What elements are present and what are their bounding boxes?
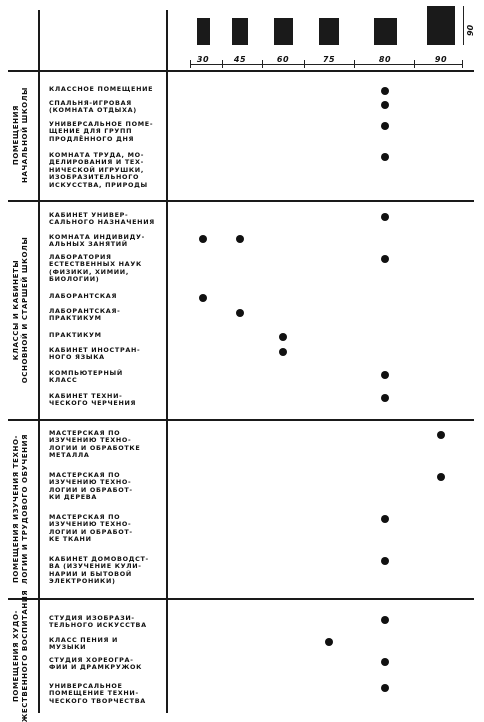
- room-size-marker: [236, 309, 244, 317]
- room-name-line: ПРАКТИКУМ: [49, 331, 102, 339]
- room-size-marker: [381, 557, 389, 565]
- room-column-divider: [166, 10, 168, 713]
- room-size-marker: [381, 213, 389, 221]
- room-name-line: КАБИНЕТ ИНОСТРАН-: [49, 346, 141, 354]
- group-column-divider: [38, 10, 40, 713]
- room-size-marker: [381, 255, 389, 263]
- room-name: [49, 683, 165, 705]
- room-name-line: МАСТЕРСКАЯ ПО: [49, 513, 121, 521]
- room-size-marker: [279, 348, 287, 356]
- room-name-line: КОМНАТА ТРУДА, МО-: [49, 151, 145, 159]
- room-name-line: ПРАКТИКУМ: [49, 314, 102, 323]
- room-size-marker: [279, 333, 287, 341]
- group-label: [12, 87, 30, 183]
- dimension-tick: [304, 60, 305, 68]
- room-name-line: ИСКУССТВА, ПРИРОДЫ: [49, 180, 148, 189]
- room-name-line: (ФИЗИКИ, ХИМИИ,: [49, 267, 129, 276]
- room-name-line: МАСТЕРСКАЯ ПО: [49, 429, 121, 437]
- room-name: [49, 347, 165, 362]
- room-name-line: КАБИНЕТ ТЕХНИ-: [49, 392, 123, 400]
- room-size-marker: [437, 473, 445, 481]
- room-name-line: ДЕЛИРОВАНИЯ И ТЕХ-: [49, 158, 144, 167]
- room-name: [49, 370, 165, 385]
- room-size-label: 90: [434, 55, 448, 64]
- room-name-line: ЧЕСКОГО ТВОРЧЕСТВА: [49, 696, 146, 705]
- room-name-line: ЛОГИИ И ОБРАБОТ-: [49, 485, 133, 494]
- room-name: [49, 637, 165, 652]
- room-size-marker: [381, 515, 389, 523]
- room-size-label: 60: [276, 55, 290, 64]
- room-name-line: КЛАССНОЕ ПОМЕЩЕНИЕ: [49, 85, 154, 93]
- room-name-line: ИЗУЧЕНИЮ ТЕХНО-: [49, 478, 132, 487]
- room-size-marker: [236, 235, 244, 243]
- room-name: [49, 332, 165, 339]
- room-name: [49, 152, 165, 189]
- height-label: 90: [466, 24, 475, 36]
- dimension-tick: [414, 60, 415, 68]
- room-name-line: ПОМЕЩЕНИЕ ТЕХНИ-: [49, 689, 139, 698]
- room-name-line: ИЗУЧЕНИЮ ТЕХНО-: [49, 436, 132, 445]
- group-label: [12, 433, 30, 583]
- room-size-marker: [381, 394, 389, 402]
- room-name-line: ИЗУЧЕНИЮ ТЕХНО-: [49, 520, 132, 529]
- group-divider: [8, 200, 474, 202]
- room-name-line: ЕСТЕСТВЕННЫХ НАУК: [49, 260, 142, 269]
- room-name-line: ЩЕНИЕ ДЛЯ ГРУПП: [49, 127, 133, 136]
- room-name-line: ЧЕСКОГО ЧЕРЧЕНИЯ: [49, 399, 137, 408]
- room-name-line: ЛОГИИ И ОБРАБОТКЕ: [49, 443, 141, 452]
- room-size-marker: [381, 616, 389, 624]
- group-label-line: ПОМЕЩЕНИЯ ХУДО-: [12, 609, 20, 702]
- room-size-label: 30: [196, 55, 210, 64]
- room-size-label: 75: [322, 55, 336, 64]
- room-name-line: ЭЛЕКТРОНИКИ): [49, 577, 116, 586]
- header-divider: [8, 70, 474, 72]
- room-name-line: НАРИИ И БЫТОВОЙ: [49, 569, 132, 578]
- room-size-label: 80: [378, 55, 392, 64]
- room-name-line: КЕ ТКАНИ: [49, 535, 92, 544]
- room-name-line: ИЗОБРАЗИТЕЛЬНОГО: [49, 173, 140, 182]
- room-name-line: КЛАСС: [49, 376, 78, 385]
- room-name-line: НИЧЕСКОЙ ИГРУШКИ,: [49, 165, 144, 174]
- room-name-line: КИ ДЕРЕВА: [49, 493, 98, 502]
- room-name: [49, 615, 165, 630]
- group-label-line: ПОМЕЩЕНИЯ: [12, 104, 20, 166]
- room-name: [49, 472, 165, 502]
- room-name: [49, 86, 165, 93]
- room-name: [49, 212, 165, 227]
- room-name: [49, 657, 165, 672]
- group-label-line: ПОМЕЩЕНИЯ ИЗУЧЕНИЯ ТЕХНО-: [12, 434, 20, 583]
- group-label: [12, 236, 30, 383]
- room-size-swatch-30: [197, 18, 210, 45]
- group-label-line: КЛАССЫ И КАБИНЕТЫ: [12, 259, 20, 360]
- room-name: [49, 121, 165, 143]
- room-size-marker: [437, 431, 445, 439]
- room-size-marker: [381, 684, 389, 692]
- room-size-marker: [381, 122, 389, 130]
- dimension-tick: [222, 60, 223, 68]
- room-name: [49, 430, 165, 460]
- group-label: [12, 589, 30, 722]
- group-label-line: НАЧАЛЬНОЙ ШКОЛЫ: [21, 87, 29, 183]
- room-name: [49, 308, 165, 323]
- room-name-line: МАСТЕРСКАЯ ПО: [49, 471, 121, 479]
- room-size-swatch-80: [374, 18, 397, 45]
- room-size-swatch-90: [427, 6, 455, 45]
- dimension-tick: [262, 60, 263, 68]
- group-divider: [8, 598, 474, 600]
- room-name-line: БИОЛОГИИ): [49, 275, 100, 284]
- room-name-line: КОМПЬЮТЕРНЫЙ: [49, 369, 123, 377]
- room-size-marker: [325, 638, 333, 646]
- room-size-marker: [199, 294, 207, 302]
- room-name-line: ТЕЛЬНОГО ИСКУССТВА: [49, 621, 147, 630]
- room-name-line: КОМНАТА ИНДИВИДУ-: [49, 233, 145, 241]
- room-name-line: МУЗЫКИ: [49, 643, 87, 652]
- room-name: [49, 556, 165, 586]
- room-size-swatch-75: [319, 18, 339, 45]
- room-size-label: 45: [233, 55, 247, 64]
- room-name-line: ВА (ИЗУЧЕНИЕ КУЛИ-: [49, 562, 142, 571]
- room-name: [49, 100, 165, 115]
- room-name-line: НОГО ЯЗЫКА: [49, 353, 105, 362]
- room-name-line: ЛАБОРАНТСКАЯ: [49, 292, 118, 300]
- height-marker: [463, 6, 464, 45]
- room-name-line: ЛОГИИ И ОБРАБОТ-: [49, 527, 133, 536]
- group-divider: [8, 419, 474, 421]
- room-name-line: КАБИНЕТ ДОМОВОДСТ-: [49, 555, 149, 563]
- room-name-line: КЛАСС ПЕНИЯ И: [49, 636, 119, 644]
- room-size-marker: [381, 658, 389, 666]
- room-name: [49, 514, 165, 544]
- room-name-line: КАБИНЕТ УНИВЕР-: [49, 211, 129, 219]
- room-size-swatch-60: [274, 18, 293, 45]
- room-name-line: ЛАБОРАНТСКАЯ-: [49, 307, 121, 315]
- room-size-marker: [381, 87, 389, 95]
- room-name-line: УНИВЕРСАЛЬНОЕ: [49, 682, 123, 690]
- room-name-line: УНИВЕРСАЛЬНОЕ ПОМЕ-: [49, 120, 154, 128]
- room-name-line: ФИИ И ДРАМКРУЖОК: [49, 663, 143, 672]
- group-label-line: ЖЕСТВЕННОГО ВОСПИТАНИЯ: [21, 589, 29, 722]
- room-name-line: СПАЛЬНЯ-ИГРОВАЯ: [49, 99, 132, 107]
- room-size-swatch-45: [232, 18, 248, 45]
- group-label-line: ЛОГИИ И ТРУДОВОГО ОБУЧЕНИЯ: [21, 433, 29, 584]
- dimension-tick: [354, 60, 355, 68]
- room-name-line: ПРОДЛЁННОГО ДНЯ: [49, 134, 135, 143]
- room-name-line: АЛЬНЫХ ЗАНЯТИЙ: [49, 240, 128, 249]
- room-name-line: СТУДИЯ ИЗОБРАЗИ-: [49, 614, 135, 622]
- room-name-line: САЛЬНОГО НАЗНАЧЕНИЯ: [49, 218, 155, 227]
- group-label-line: ОСНОВНОЙ И СТАРШЕЙ ШКОЛЫ: [21, 236, 29, 383]
- room-name: [49, 293, 165, 300]
- dimension-tick: [190, 60, 191, 68]
- room-name: [49, 393, 165, 408]
- dimension-tick: [462, 60, 463, 68]
- room-name: [49, 254, 165, 284]
- room-name-line: МЕТАЛЛА: [49, 451, 90, 460]
- room-size-marker: [381, 101, 389, 109]
- room-name: [49, 234, 165, 249]
- room-name-line: СТУДИЯ ХОРЕОГРА-: [49, 656, 134, 664]
- dimension-line: [190, 64, 462, 65]
- room-size-marker: [381, 153, 389, 161]
- room-size-marker: [199, 235, 207, 243]
- room-size-marker: [381, 371, 389, 379]
- room-name-line: ЛАБОРАТОРИЯ: [49, 253, 112, 261]
- room-name-line: (КОМНАТА ОТДЫХА): [49, 106, 137, 115]
